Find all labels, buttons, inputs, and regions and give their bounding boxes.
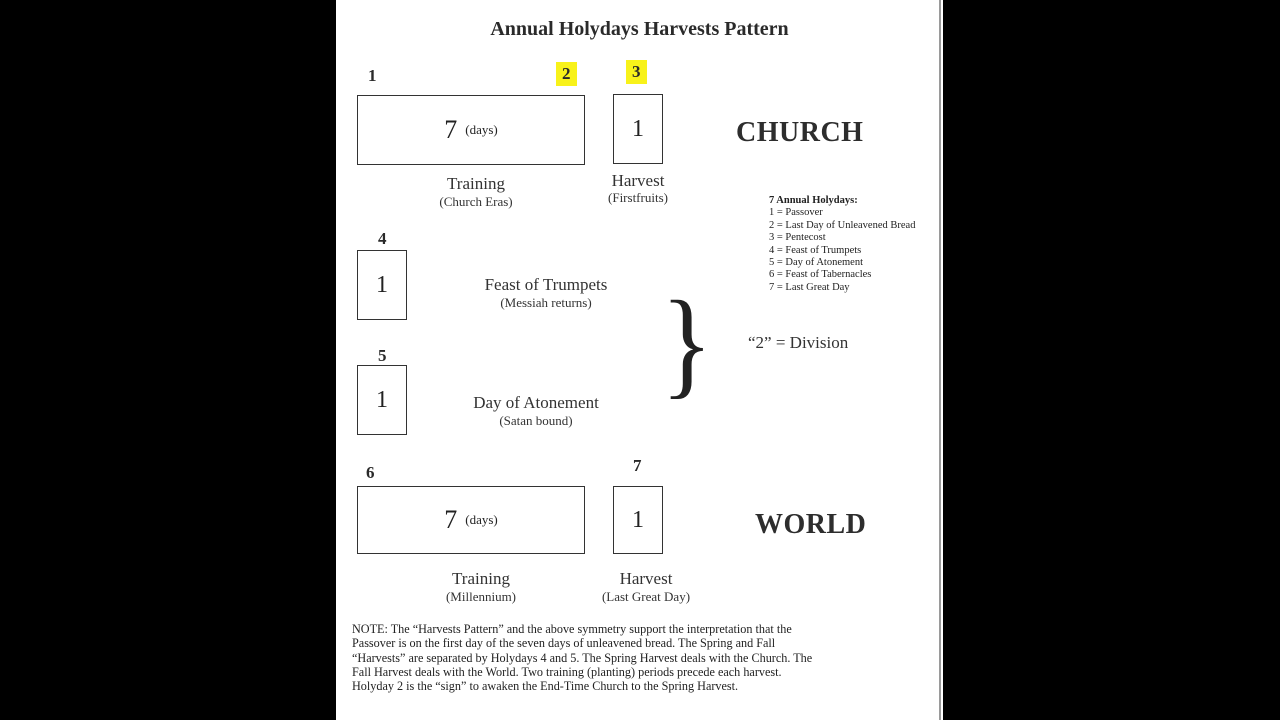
church-training-sublabel: (Church Eras) — [439, 194, 513, 209]
training-days-count: 7 — [444, 505, 458, 534]
holyday-number-7: 7 — [633, 456, 642, 475]
page-title: Annual Holydays Harvests Pattern — [490, 18, 789, 40]
legend-item: 6 = Feast of Tabernacles — [769, 269, 872, 281]
document-page — [336, 0, 943, 720]
world-training-sublabel: (Millennium) — [445, 589, 517, 604]
note-line: Fall Harvest deals with the World. Two training (planting) periods precede each harvest. — [352, 664, 782, 679]
holyday-number-4: 4 — [378, 229, 387, 248]
group-label-church: CHURCH — [736, 117, 864, 148]
trumpets-day-count: 1 — [376, 271, 388, 298]
note-line: “Harvests” are separated by Holydays 4 and 5. The Spring Harvest deals with the Church. The — [352, 650, 813, 665]
world-training-box — [357, 486, 585, 554]
division-caption: “2” = Division — [748, 333, 849, 352]
church-harvest-box — [613, 94, 663, 164]
group-label-world: WORLD — [755, 509, 867, 540]
church-harvest-label: Harvest — [611, 171, 665, 190]
legend-item: 7 = Last Great Day — [769, 281, 850, 293]
legend-item: 1 = Passover — [769, 207, 823, 219]
holydays-legend — [769, 195, 915, 294]
holyday-number-5: 5 — [378, 346, 387, 365]
trumpets-box — [357, 250, 407, 320]
harvest-day-count: 1 — [632, 506, 644, 533]
training-days-count: 7 — [444, 115, 458, 144]
world-harvest-label: Harvest — [619, 569, 673, 588]
legend-item: 4 = Feast of Trumpets — [769, 244, 862, 256]
legend-item: 2 = Last Day of Unleavened Bread — [769, 219, 916, 231]
church-harvest-sublabel: (Firstfruits) — [608, 190, 668, 205]
page-edge-divider — [939, 0, 941, 720]
church-training-label: Training — [447, 174, 505, 193]
curly-brace-icon: } — [660, 276, 713, 409]
trumpets-label: Feast of Trumpets — [484, 275, 608, 294]
holyday-number-6: 6 — [366, 463, 375, 482]
harvest-day-count: 1 — [632, 115, 644, 142]
note-line: NOTE: The “Harvests Pattern” and the above symmetry support the interpretation that the — [352, 622, 792, 636]
holyday-number-2-highlighted: 2 — [556, 62, 577, 86]
atonement-sublabel: (Satan bound) — [499, 413, 573, 428]
atonement-label: Day of Atonement — [473, 393, 599, 412]
training-days-unit: (days) — [465, 512, 498, 527]
world-harvest-box — [613, 486, 663, 554]
atonement-day-count: 1 — [376, 386, 388, 413]
note-line: Holyday 2 is the “sign” to awaken the End-Time Church to the Spring Harvest. — [352, 679, 739, 694]
trumpets-sublabel: (Messiah returns) — [500, 295, 592, 310]
world-training-label: Training — [452, 569, 510, 588]
note-paragraph — [352, 622, 872, 693]
world-harvest-sublabel: (Last Great Day) — [601, 589, 691, 604]
church-training-box — [357, 95, 585, 165]
atonement-box — [357, 365, 407, 435]
legend-item: 3 = Pentecost — [769, 232, 826, 244]
note-line: Passover is on the first day of the seven days of unleavened bread. The Spring and Fall — [352, 636, 776, 651]
legend-item: 5 = Day of Atonement — [769, 257, 863, 269]
holyday-number-3-highlighted: 3 — [626, 60, 647, 84]
training-days-unit: (days) — [465, 122, 498, 137]
holyday-number-1: 1 — [368, 66, 377, 85]
legend-heading: 7 Annual Holydays: — [769, 195, 858, 206]
